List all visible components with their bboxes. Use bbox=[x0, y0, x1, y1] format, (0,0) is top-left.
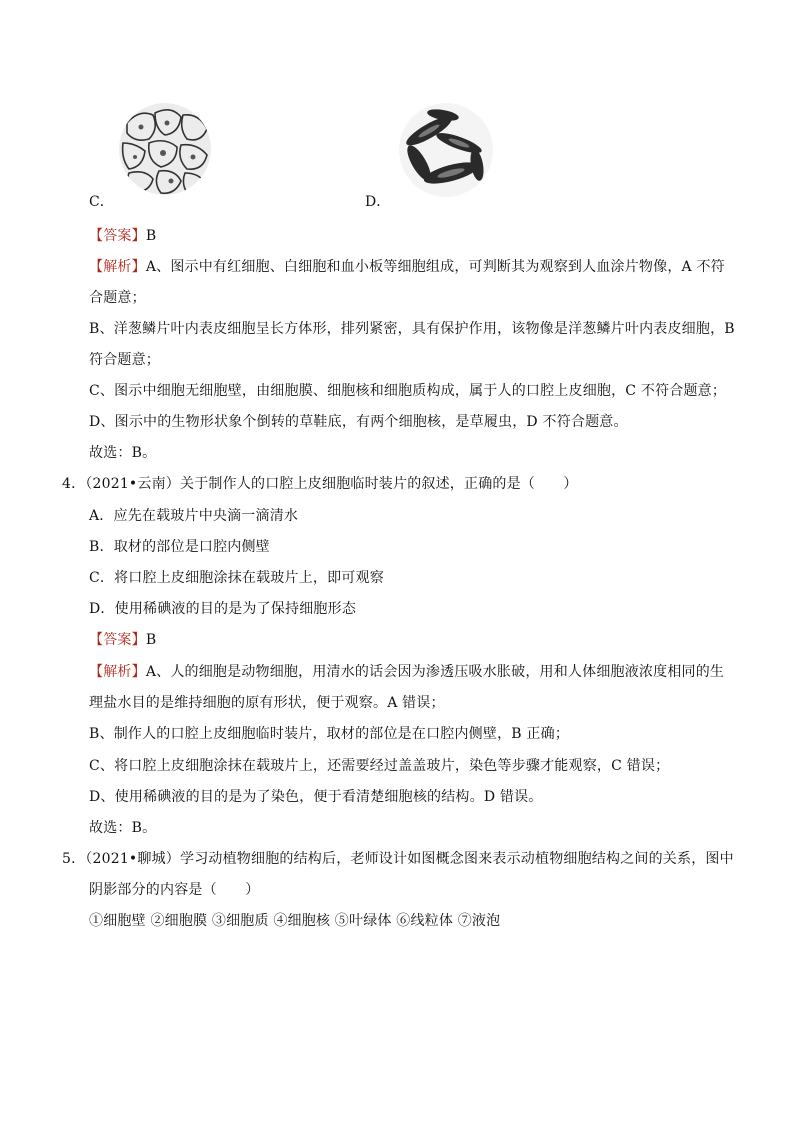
q4-analysis-line-3: B、制作人的口腔上皮细胞临时装片，取材的部位是在口腔内侧壁，B 正确； bbox=[89, 726, 570, 742]
q5-items: ①细胞壁 ②细胞膜 ③细胞质 ④细胞核 ⑤叶绿体 ⑥线粒体 ⑦液泡 bbox=[89, 913, 501, 929]
q3-analysis-line-3: B、洋葱鳞片叶内表皮细胞呈长方体形，排列紧密，具有保护作用，该物像是洋葱鳞片叶内表皮细胞，B bbox=[89, 321, 735, 337]
answer-value: B bbox=[145, 228, 157, 244]
q4-option-c: C．将口腔上皮细胞涂抹在载玻片上，即可观察 bbox=[89, 570, 384, 586]
q4-analysis-line-1: 【解析】A、人的细胞是动物细胞，用清水的话会因为渗透压吸水胀破，用和人体细胞液浓度相同的生 bbox=[89, 664, 725, 680]
q3-analysis-line-6: D、图示中的生物形状象个倒转的草鞋底，有两个细胞核，是草履虫，D 不符合题意。 bbox=[89, 414, 628, 430]
q5-stem-line-1: 5．（2021•聊城）学习动植物细胞的结构后，老师设计如图概念图来表示动植物细胞结构之间的关系，图中 bbox=[62, 851, 734, 867]
q3-answer bbox=[89, 226, 156, 246]
micrograph-d-image bbox=[399, 103, 493, 197]
answer-value: B bbox=[145, 632, 157, 648]
q3-analysis-line-1: 【解析】A、图示中有红细胞、白细胞和血小板等细胞组成，可判断其为观察到人血涂片物像，A 不符 bbox=[89, 259, 725, 275]
option-d-label: D． bbox=[365, 194, 391, 210]
q4-option-d: D．使用稀碘液的目的是为了保持细胞形态 bbox=[89, 601, 357, 617]
q4-option-a: A．应先在载玻片中央滴一滴清水 bbox=[89, 508, 299, 524]
q5-stem-line-2: 阴影部分的内容是（ ） bbox=[89, 882, 260, 898]
q3-conclusion: 故选：B。 bbox=[89, 445, 157, 461]
analysis-tag: 【解析】 bbox=[89, 259, 146, 275]
q3-analysis-line-5: C、图示中细胞无细胞壁，由细胞膜、细胞核和细胞质构成，属于人的口腔上皮细胞，C 不符合题意； bbox=[89, 383, 727, 399]
q4-analysis-line-4: C、将口腔上皮细胞涂抹在载玻片上，还需要经过盖盖玻片，染色等步骤才能观察，C 错误； bbox=[89, 758, 670, 774]
q3-analysis-line-4: 符合题意； bbox=[89, 352, 160, 368]
q4-analysis-line-2: 理盐水目的是维持细胞的原有形状，便于观察。A 错误； bbox=[89, 695, 445, 711]
q3-analysis-line-2: 合题意； bbox=[89, 290, 146, 306]
analysis-tag: 【解析】 bbox=[89, 664, 146, 680]
q4-conclusion: 故选：B。 bbox=[89, 820, 157, 836]
option-c-label: C． bbox=[89, 194, 114, 210]
q4-analysis-line-5: D、使用稀碘液的目的是为了染色，便于看清楚细胞核的结构。D 错误。 bbox=[89, 789, 543, 805]
q4-option-b: B．取材的部位是口腔内侧壁 bbox=[89, 539, 270, 555]
answer-tag: 【答案】 bbox=[89, 228, 146, 244]
answer-tag: 【答案】 bbox=[89, 632, 146, 648]
q4-answer bbox=[89, 630, 156, 650]
micrograph-c-image bbox=[119, 103, 211, 195]
q4-stem: 4．（2021•云南）关于制作人的口腔上皮细胞临时装片的叙述，正确的是（ ） bbox=[62, 476, 578, 492]
